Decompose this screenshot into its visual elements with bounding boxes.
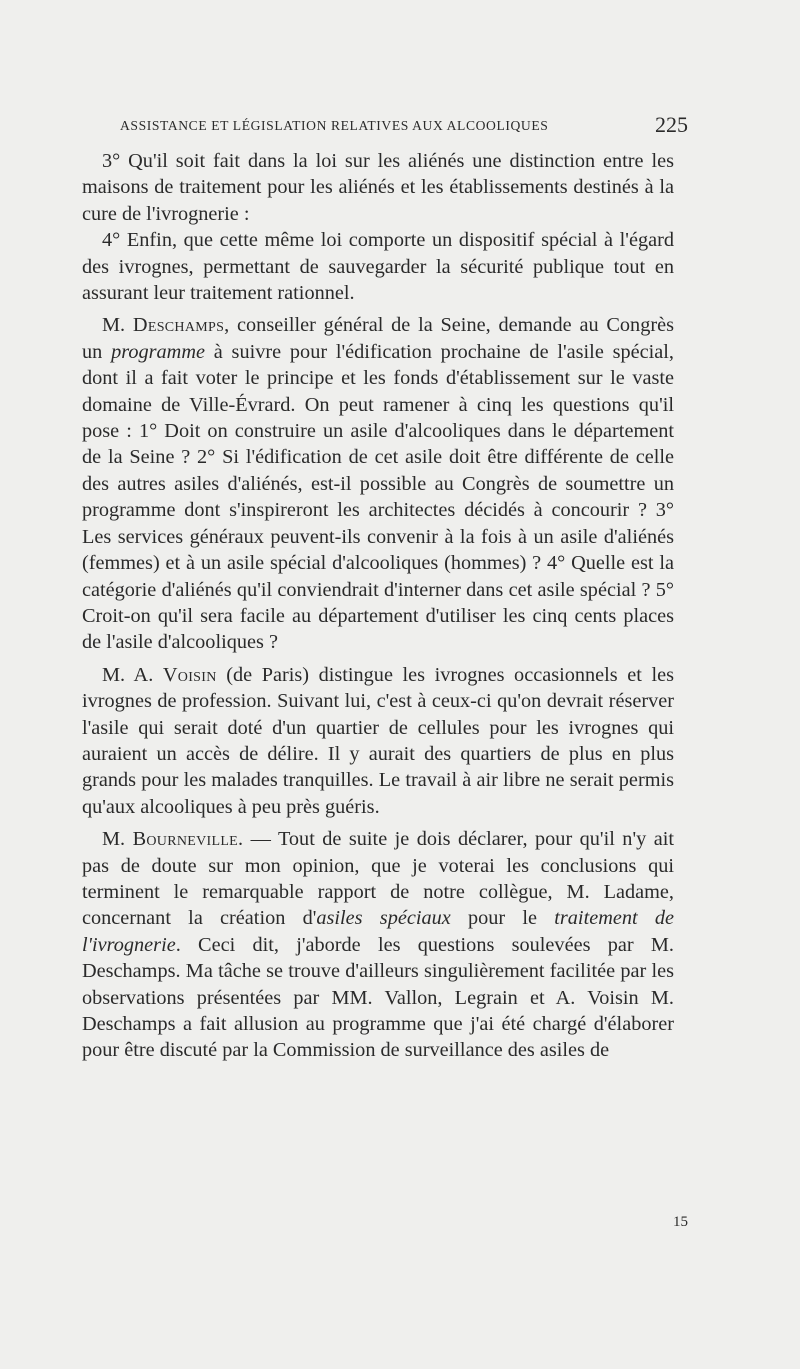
page-header — [82, 112, 688, 142]
running-title: ASSISTANCE ET LÉGISLATION RELATIVES AUX ALCOOLIQUES — [120, 118, 549, 133]
paragraph-text: à suivre pour l'édification prochaine de l'asile spécial, dont il a fait voter le principe et les fonds d'établissement sur le vaste domaine de Ville-Évrard. On peut ramener à cinq les questions qu'il pose : 1° Doit on construire un asile d'alcooliques dans le département de la Seine ? 2° Si l'édification de cet asile doit être différente de celle des autres asiles d'aliénés, est-il possible au Congrès de soumettre un programme dont s'inspireront les architectes décidés à concourir ? 3° Les services généraux peuvent-ils convenir à la fois à un asile d'aliénés (femmes) et à un asile spécial d'alcooliques (hommes) ? 4° Quelle est la catégorie d'aliénés qu'il conviendrait d'interner dans cet asile spécial ? 5° Croit-on qu'il sera facile au département d'utiliser les cinq cents places de l'asile d'alcooliques ? — [82, 340, 674, 654]
signature-mark: 15 — [673, 1214, 688, 1230]
speaker-prefix: M. — [102, 828, 133, 851]
speaker-prefix: M. — [102, 314, 133, 337]
paragraph-text: pour le — [450, 907, 555, 930]
emphasis: asiles spéciaux — [316, 907, 451, 930]
paragraph-text: . — Tout de suite je dois déclarer, pour qu'il n'y ait pas de doute sur mon opinion, que je voterai les conclusions qui terminent le remarquable rapport de notre collègue, M. Ladame, concernant la création d' — [82, 828, 674, 930]
speaker-name: Deschamps — [132, 314, 225, 337]
page-number: 225 — [655, 112, 688, 137]
paragraph-item-3: 3° Qu'il soit fait dans la loi sur les aliénés une distinction entre les maisons de traitement pour les aliénés et les établissements destinés à la cure de l'ivrognerie : — [82, 150, 674, 225]
paragraph-text: . Ceci dit, j'aborde les questions soulevées par M. Deschamps. Ma tâche se trouve d'ailleurs singulièrement facilitée par les observations présentées par MM. Vallon, Legrain et A. Voisin M. Deschamps a fait allusion au programme que j'ai été chargé d'élaborer pour être discuté par la Commission de surveillance des asiles de — [82, 933, 674, 1062]
paragraph-text: (de Paris) distingue les ivrognes occasionnels et les ivrognes de profession. Suivant lui, c'est à ceux-ci qu'on devrait réserver l'asile qui serait doté d'un quartier de cellules pour les ivrognes qui auraient un accès de délire. Il y aurait des quartiers de plus en plus grands pour les malades tranquilles. Le travail à air libre ne serait permis qu'aux alcooliques à peu près guéris. — [82, 663, 674, 818]
paragraph-item-4: 4° Enfin, que cette même loi comporte un dispositif spécial à l'égard des ivrognes, permettant de sauvegarder la sécurité publique tout en assurant leur traitement rationnel. — [82, 229, 674, 305]
paragraph-deschamps — [82, 312, 674, 655]
body-text — [82, 148, 674, 1064]
paragraph-voisin — [82, 662, 674, 820]
emphasis: traitement de l'ivrognerie — [82, 907, 674, 956]
speaker-name: Bourneville — [132, 828, 239, 851]
speaker-prefix: M. A. — [102, 663, 163, 686]
paragraph-text: , conseiller général de la Seine, demande au Congrès un — [82, 314, 674, 363]
emphasis: programme — [111, 340, 205, 363]
speaker-name: Voisin — [162, 663, 217, 686]
paragraph-bourneville — [82, 826, 674, 1064]
